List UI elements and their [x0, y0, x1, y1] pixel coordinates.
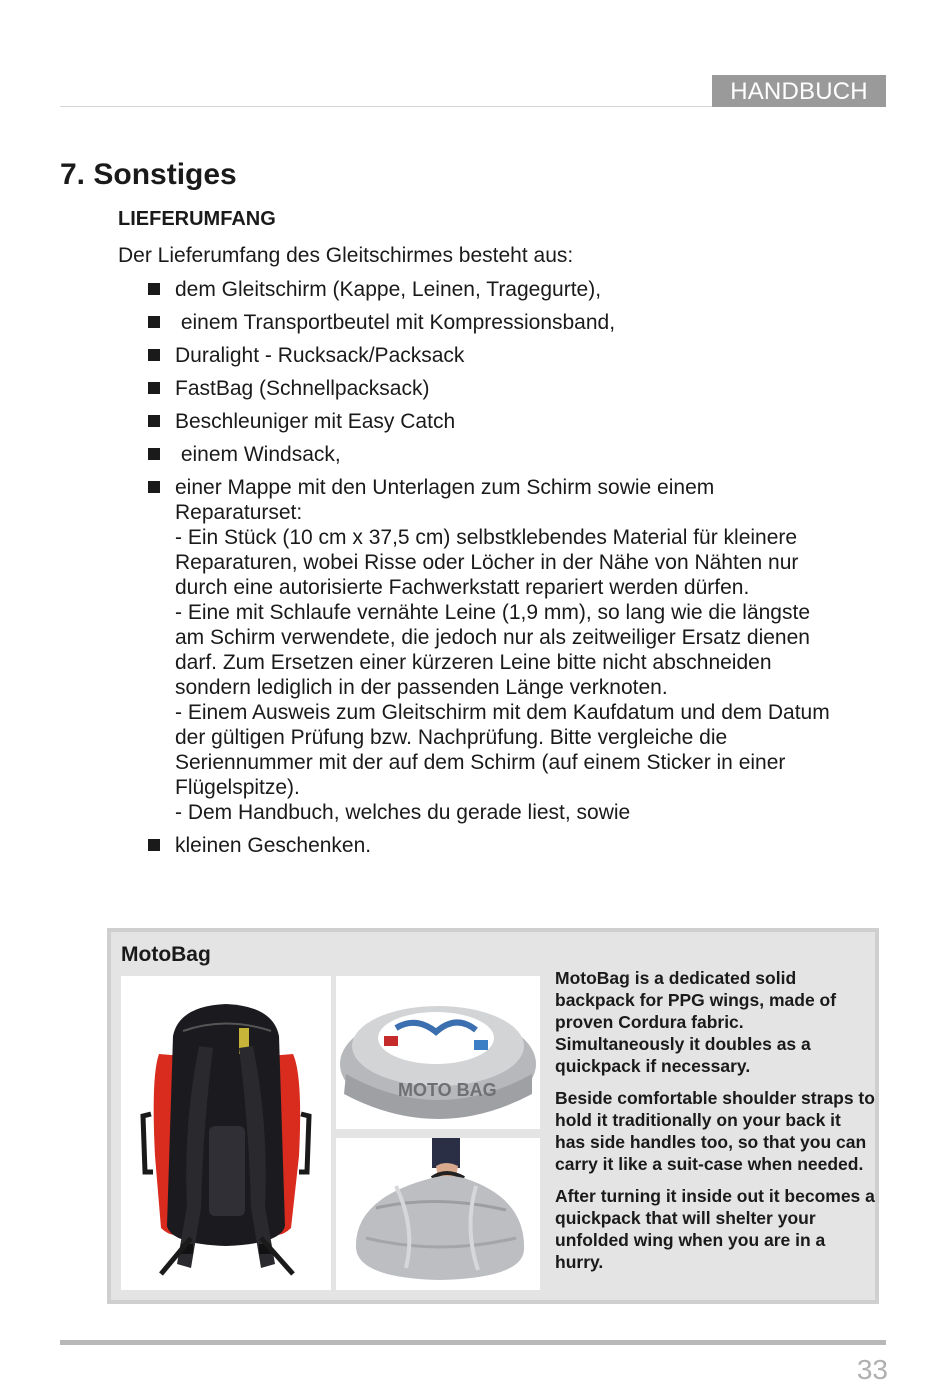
- list-item-text: FastBag (Schnellpacksack): [175, 377, 430, 400]
- square-bullet-icon: [148, 481, 160, 493]
- manual-subitem: - Dem Handbuch, welches du gerade liest, sowie: [175, 801, 631, 824]
- square-bullet-icon: [148, 839, 160, 851]
- motobag-description: [555, 967, 875, 1283]
- motobag-paragraph: MotoBag is a dedicated solid backpack for PPG wings, made of proven Cordura fabric. Simultaneously it doubles as a quickpack if necessary.: [555, 968, 837, 1076]
- list-item: [148, 475, 835, 825]
- list-item-text: dem Gleitschirm (Kappe, Leinen, Tragegurte),: [175, 278, 602, 301]
- square-bullet-icon: [148, 349, 160, 361]
- motobag-info-box: [107, 928, 879, 1304]
- quickpack-closed-photo: [336, 1138, 540, 1290]
- repair-kit-subitem: - Ein Stück (10 cm x 37,5 cm) selbstklebendes Material für kleinere Reparaturen, wobei Risse oder Löcher in der Nähe von Nähten nur durch eine autorisierte Fachwerkstatt repariert werden dürfen.: [175, 526, 799, 599]
- list-item-text: Beschleuniger mit Easy Catch: [175, 410, 456, 433]
- list-item: [148, 833, 868, 858]
- spare-line-subitem: - Eine mit Schlaufe vernähte Leine (1,9 mm), so lang wie die längste am Schirm verwendete, die jedoch nur als zeitweiliger Ersatz dienen darf. Zum Ersetzen einer kürzeren Leine bitte nicht abschneiden sondern lediglich in der passenden Länge verknoten.: [175, 601, 810, 699]
- quickpack-open-illustration: [336, 976, 540, 1129]
- quickpack-open-photo: [336, 976, 540, 1129]
- list-item-text: einem Windsack,: [175, 443, 341, 466]
- list-item: [148, 409, 868, 434]
- page-number: 33: [856, 1354, 888, 1385]
- section-subheading: LIEFERUMFANG: [118, 208, 276, 230]
- square-bullet-icon: [148, 448, 160, 460]
- delivery-list: [148, 277, 868, 866]
- square-bullet-icon: [148, 316, 160, 328]
- list-item-text: einer Mappe mit den Unterlagen zum Schirm sowie einem Reparaturset:: [175, 476, 715, 524]
- section-intro: Der Lieferumfang des Gleitschirmes besteht aus:: [118, 244, 574, 267]
- section-title: 7. Sonstiges: [60, 158, 237, 191]
- list-item: [148, 343, 868, 368]
- square-bullet-icon: [148, 283, 160, 295]
- manual-badge: HANDBUCH: [712, 75, 886, 107]
- backpack-photo: [121, 976, 331, 1290]
- list-item: [148, 277, 868, 302]
- square-bullet-icon: [148, 382, 160, 394]
- motobag-paragraph: Beside comfortable shoulder straps to hold it traditionally on your back it has side handles too, so that you can carry it like a suit-case when needed.: [555, 1088, 875, 1174]
- footer-rule: [60, 1340, 886, 1345]
- quickpack-closed-illustration: [336, 1138, 540, 1290]
- list-item-text: einem Transportbeutel mit Kompressionsband,: [175, 311, 616, 334]
- list-item: [148, 310, 868, 335]
- list-item: [148, 442, 868, 467]
- motobag-title: MotoBag: [121, 943, 211, 966]
- list-item: [148, 376, 868, 401]
- list-item-text: kleinen Geschenken.: [175, 834, 372, 857]
- backpack-illustration: [121, 976, 331, 1290]
- square-bullet-icon: [148, 415, 160, 427]
- certificate-subitem: - Einem Ausweis zum Gleitschirm mit dem Kaufdatum und dem Datum der gültigen Prüfung bzw. Nachprüfung. Bitte vergleiche die Seriennummer mit der auf dem Schirm (auf einem Sticker in einer Flügelspitze).: [175, 701, 830, 799]
- motobag-paragraph: After turning it inside out it becomes a quickpack that will shelter your unfolded wing when you are in a hurry.: [555, 1186, 875, 1272]
- list-item-text: Duralight - Rucksack/Packsack: [175, 344, 465, 367]
- bag-print-text: MOTO BAG: [398, 1080, 497, 1100]
